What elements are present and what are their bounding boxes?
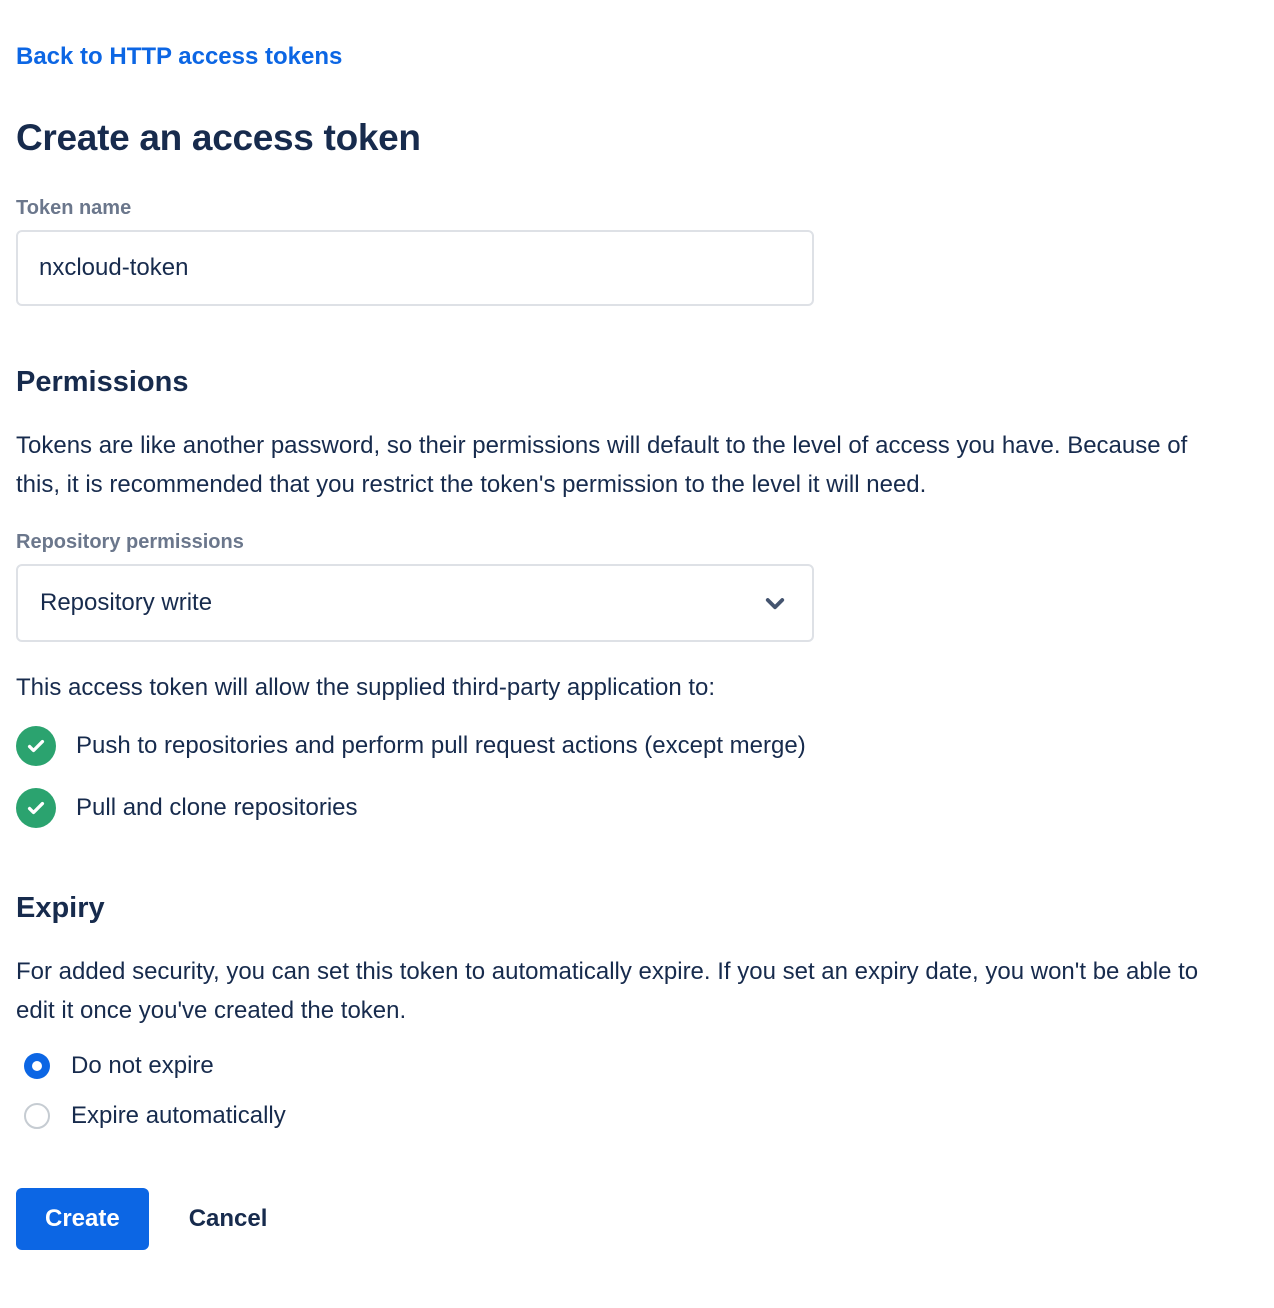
radio-label: Expire automatically [71, 1102, 286, 1129]
check-circle-icon [16, 726, 56, 766]
repository-permissions-selected-value: Repository write [40, 589, 213, 616]
permissions-description: Tokens are like another password, so their permissions will default to the level of access you have. Because of this, it is recommended that you restrict the token's permission to the level it will need. [16, 432, 1188, 498]
list-item [16, 726, 1258, 766]
capability-label: Push to repositories and perform pull request actions (except merge) [76, 732, 806, 759]
repository-permissions-select[interactable] [16, 564, 814, 642]
check-circle-icon [16, 788, 56, 828]
permissions-heading: Permissions [16, 366, 189, 398]
expiry-heading: Expiry [16, 892, 105, 924]
capability-label: Pull and clone repositories [76, 794, 358, 821]
cancel-button[interactable]: Cancel [188, 1205, 268, 1232]
back-to-http-access-tokens-link[interactable]: Back to HTTP access tokens [16, 43, 343, 70]
capability-list [16, 726, 1258, 828]
repository-permissions-label: Repository permissions [16, 531, 244, 553]
token-name-input[interactable] [16, 230, 814, 306]
create-button[interactable]: Create [16, 1188, 149, 1250]
expiry-description: For added security, you can set this token to automatically expire. If you set an expiry date, you won't be able to edit it once you've created the token. [16, 958, 1199, 1024]
radio-option-do-not-expire[interactable] [16, 1052, 1258, 1080]
radio-unselected-icon[interactable] [24, 1103, 50, 1129]
radio-selected-icon[interactable] [24, 1053, 50, 1079]
page-title: Create an access token [16, 117, 421, 158]
form-actions [16, 1188, 1258, 1250]
list-item [16, 788, 1258, 828]
expiry-radio-group [16, 1052, 1258, 1130]
token-name-label: Token name [16, 197, 132, 219]
radio-option-expire-automatically[interactable] [16, 1102, 1258, 1130]
radio-label: Do not expire [71, 1052, 214, 1079]
allow-intro-text: This access token will allow the supplied third-party application to: [16, 674, 716, 701]
chevron-down-icon [760, 588, 790, 618]
